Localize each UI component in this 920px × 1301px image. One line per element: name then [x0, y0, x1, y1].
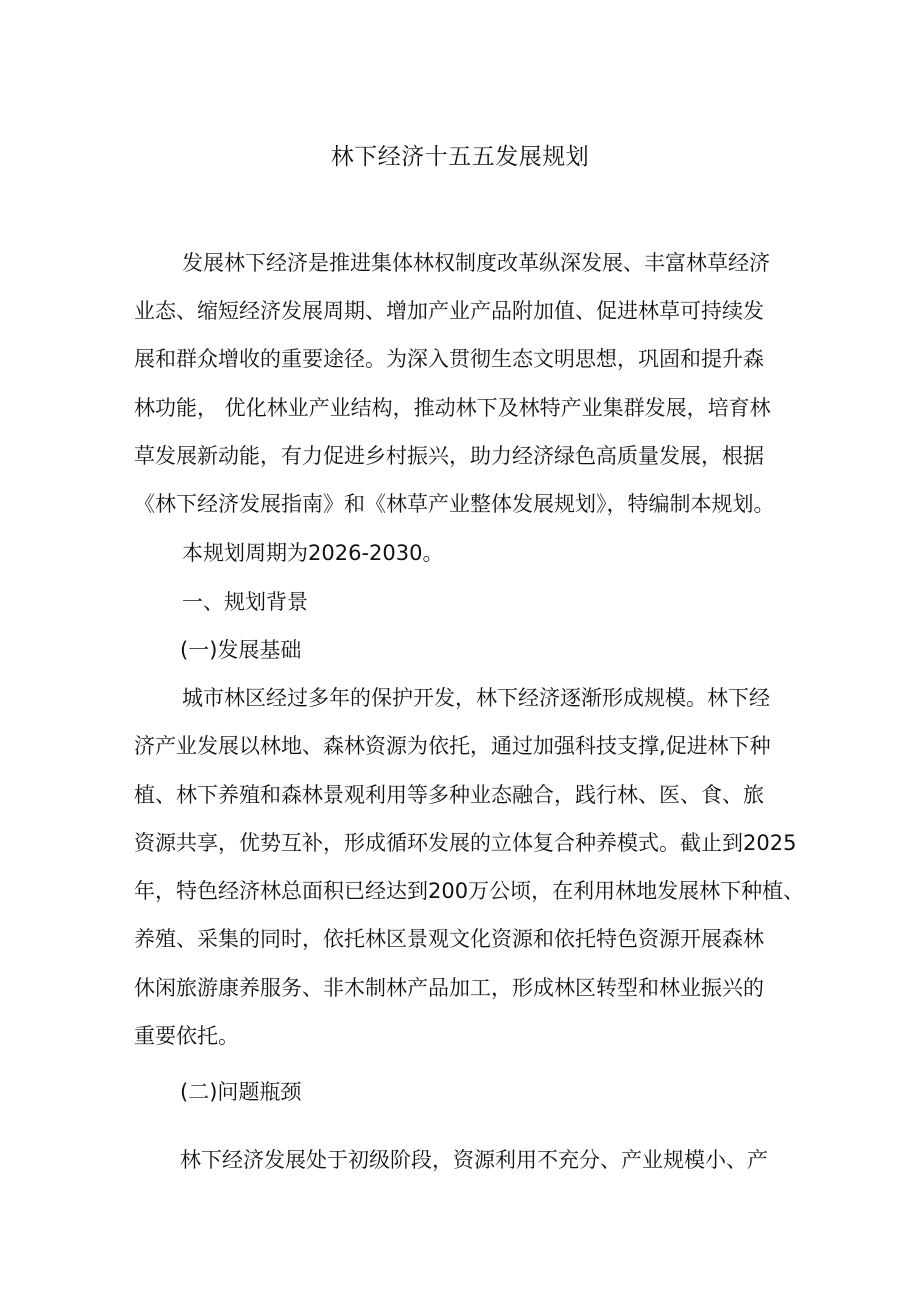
basis-line-7: 休闲旅游康养服务、非木制林产品加工，形成林区转型和林业振兴的 [134, 976, 764, 1000]
intro-line-2: 业态、缩短经济发展周期、增加产业产品附加值、促进林草可持续发 [134, 299, 764, 323]
intro-line-1: 发展林下经济是推进集体林权制度改革纵深发展、丰富林草经济 [182, 251, 770, 275]
basis-line-2: 济产业发展以林地、森林资源为依托，通过加强科技支撑,促进林下种 [134, 734, 771, 758]
problem-line-1: 林下经济发展处于初级阶段，资源利用不充分、产业规模小、产 [180, 1148, 768, 1172]
intro-line-5: 草发展新动能，有力促进乡村振兴，助力经济绿色高质量发展，根据 [134, 444, 764, 468]
plan-period: 本规划周期为2026-2030。 [182, 541, 444, 565]
basis-line-3: 植、林下养殖和森林景观利用等多种业态融合，践行林、医、食、旅 [134, 783, 764, 807]
basis-line-1: 城市林区经过多年的保护开发，林下经济逐渐形成规模。林下经 [182, 686, 770, 710]
basis-line-6: 养殖、采集的同时，依托林区景观文化资源和依托特色资源开展森林 [134, 927, 764, 951]
basis-line-4: 资源共享，优势互补，形成循环发展的立体复合种养模式。截止到2025 [134, 831, 797, 855]
basis-line-8: 重要依托。 [134, 1024, 239, 1048]
basis-line-5: 年，特色经济林总面积已经达到200万公顷，在利用林地发展林下种植、 [134, 879, 805, 903]
intro-line-3: 展和群众增收的重要途径。为深入贯彻生态文明思想，巩固和提升森 [134, 347, 764, 371]
intro-line-6: 《林下经济发展指南》和《林草产业整体发展规划》，特编制本规划。 [134, 492, 775, 516]
subsection-heading-basis: (一)发展基础 [180, 638, 302, 662]
document-title: 林下经济十五五发展规划 [330, 144, 590, 170]
intro-line-4: 林功能， 优化林业产业结构，推动林下及林特产业集群发展，培育林 [134, 396, 771, 420]
subsection-heading-problems: (二)问题瓶颈 [180, 1080, 302, 1104]
section-heading-background: 一、规划背景 [182, 590, 308, 614]
